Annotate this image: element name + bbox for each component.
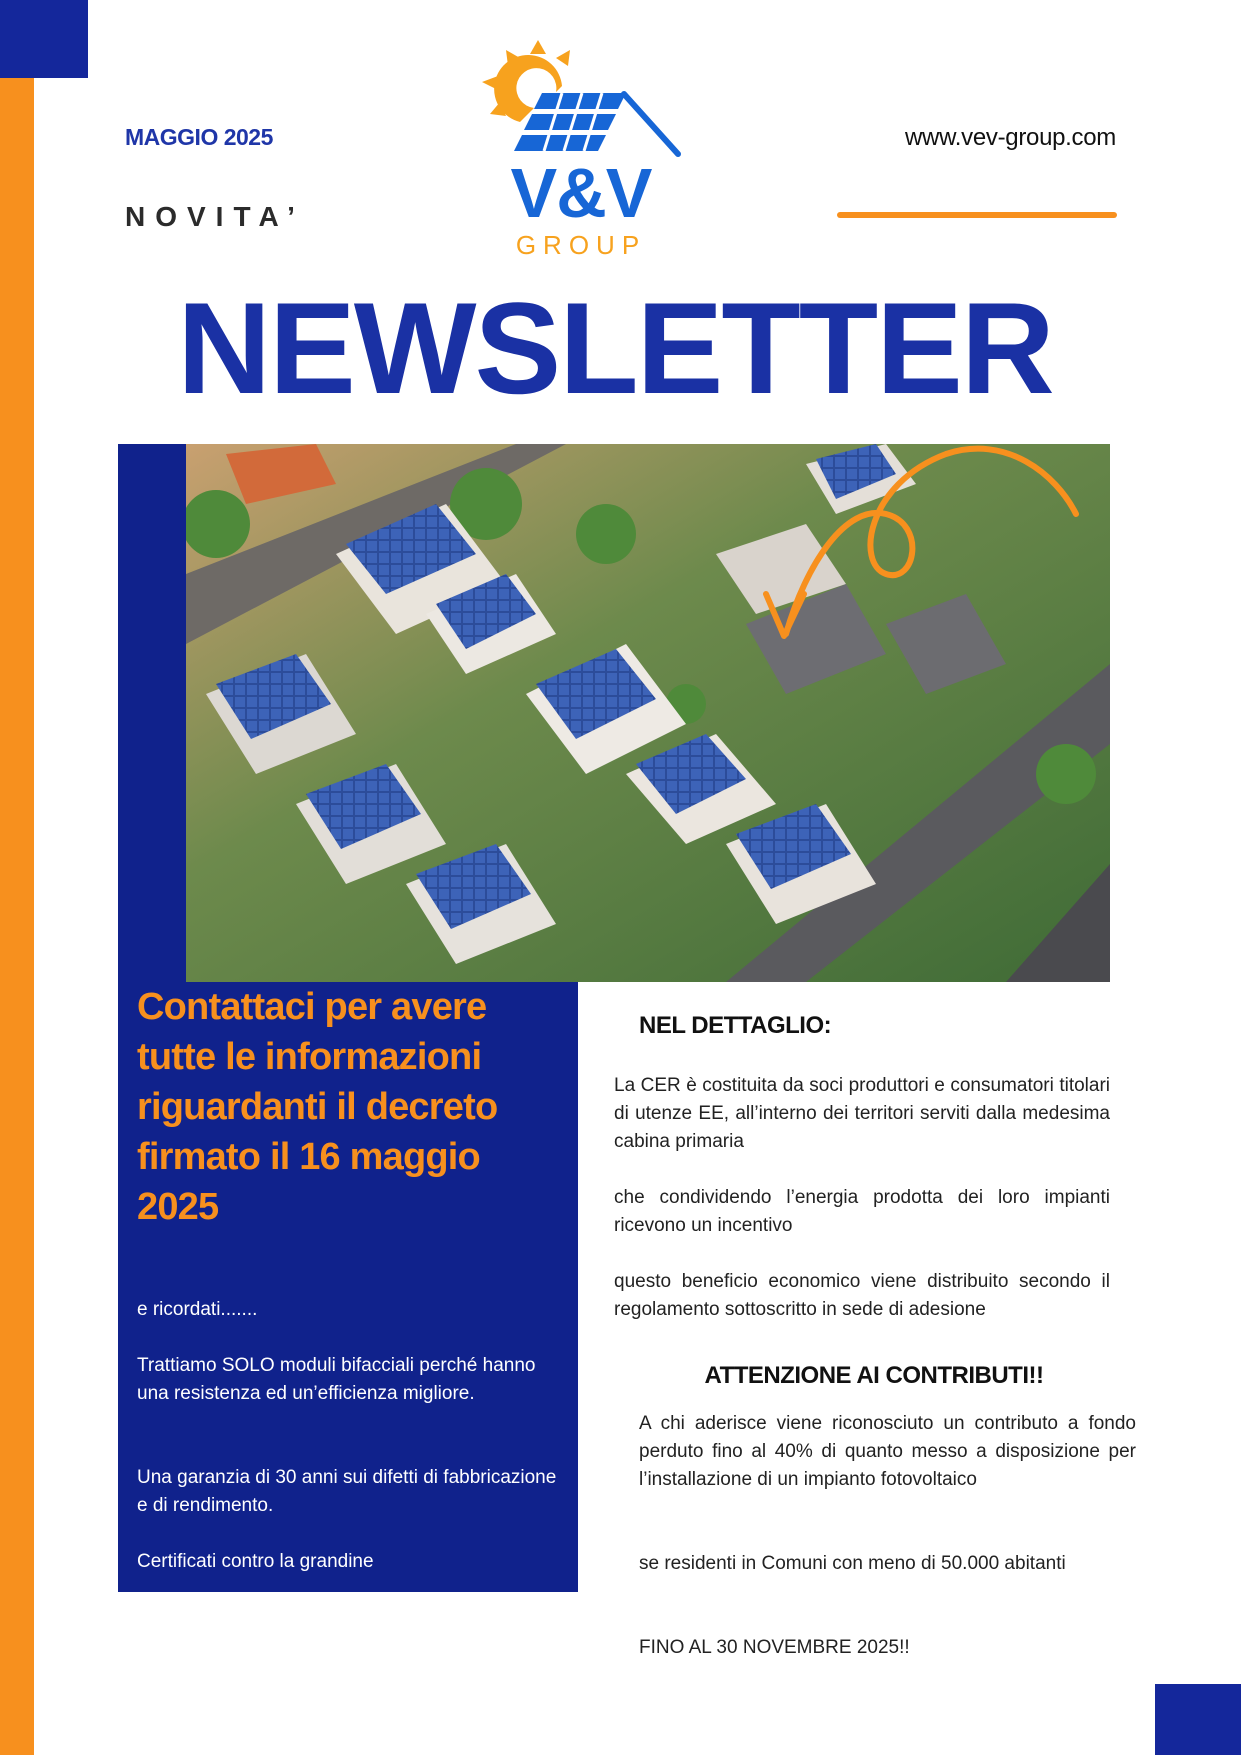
corner-block-bottom-right [1155, 1684, 1241, 1755]
issue-date: MAGGIO 2025 [125, 124, 273, 150]
logo-wordmark: V&V [510, 154, 652, 232]
contributions-heading: ATTENZIONE AI CONTRIBUTI!! [704, 1362, 1044, 1389]
photo-side-band [118, 444, 188, 982]
side-accent-bar [0, 78, 34, 1755]
details-paragraph-3: questo beneficio economico viene distribuito secondo il regolamento sottoscritto in sede di adesione [614, 1271, 1110, 1320]
section-label: NOVITA’ [125, 201, 305, 232]
feature-warranty: Una garanzia di 30 anni sui difetti di fabbricazione e di rendimento. [137, 1467, 557, 1516]
newsletter-title: NEWSLETTER [177, 275, 1053, 421]
feature-hail: Certificati contro la grandine [137, 1551, 374, 1572]
reminder-text: e ricordati....... [137, 1299, 258, 1320]
website-link[interactable]: www.vev-group.com [905, 124, 1116, 151]
contributions-paragraph-1: A chi aderisce viene riconosciuto un contributo a fondo perduto fino al 40% di quanto messo a disposizione per l’installazione di un impianto fotovoltaico [639, 1413, 1136, 1490]
details-paragraph-1: La CER è costituita da soci produttori e consumatori titolari di utenze EE, all’interno dei territori serviti dalla medesima cabina primaria [614, 1075, 1110, 1152]
deadline-text: FINO AL 30 NOVEMBRE 2025!! [639, 1637, 910, 1658]
contact-heading: Contattaci per avere tutte le informazioni riguardanti il decreto firmato il 16 maggio 2025 [137, 986, 498, 1228]
header-divider [837, 212, 1117, 218]
feature-bifacial: Trattiamo SOLO moduli bifacciali perché hanno una resistenza ed un’efficienza migliore. [137, 1355, 536, 1404]
corner-block-top-left [0, 0, 88, 78]
details-heading: NEL DETTAGLIO: [639, 1012, 832, 1039]
solar-neighborhood-photo [186, 444, 1110, 982]
details-paragraph-2: che condividendo l’energia prodotta dei loro impianti ricevono un incentivo [614, 1187, 1110, 1236]
logo-subtitle: GROUP [515, 230, 647, 260]
contributions-paragraph-2: se residenti in Comuni con meno di 50.000 abitanti [639, 1553, 1066, 1574]
